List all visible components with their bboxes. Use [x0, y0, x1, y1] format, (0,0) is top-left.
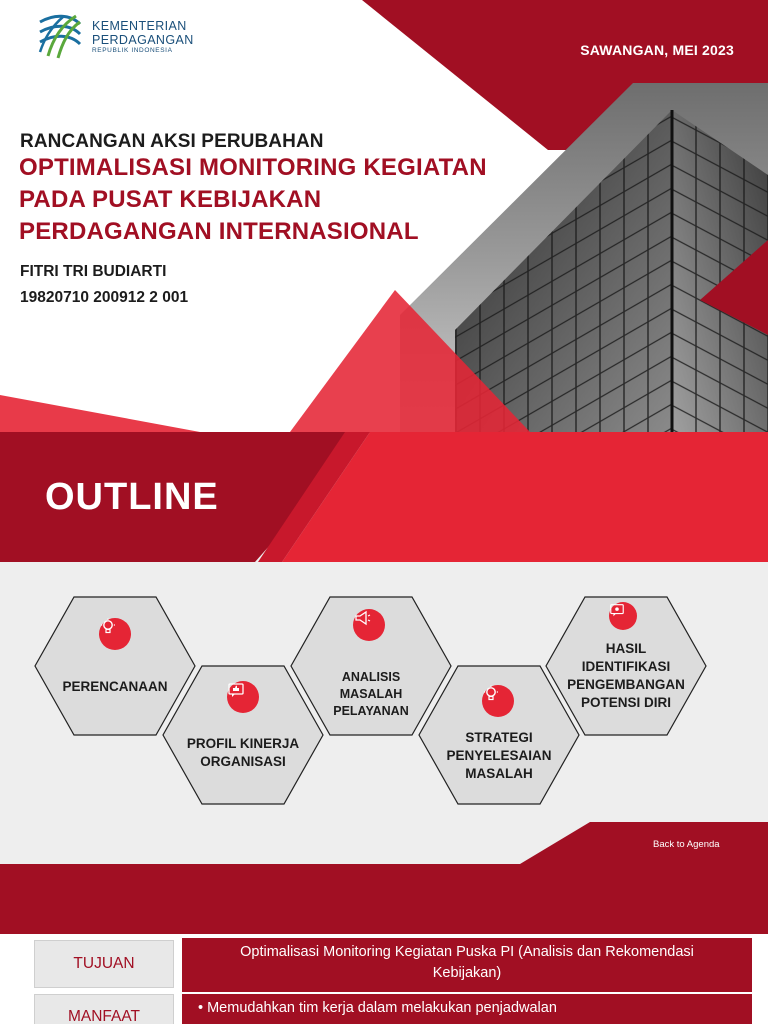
- outline-item-text: HASIL: [605, 641, 647, 656]
- outline-title: OUTLINE: [45, 476, 219, 518]
- manfaat-value-line: • Memudahkan tim kerja dalam melakukan penjadwalan: [198, 1000, 557, 1016]
- outline-item-text: MASALAH: [339, 687, 403, 701]
- logo-line-1: KEMENTERIAN: [92, 19, 187, 33]
- logo-wordmark: [92, 20, 194, 55]
- manfaat-value: [182, 994, 752, 1024]
- tujuan-value-line: Optimalisasi Monitoring Kegiatan Puska PI (Analisis dan Rekomendasi: [240, 944, 694, 960]
- lightbulb-icon: [482, 685, 514, 717]
- goals-banner: [0, 864, 768, 934]
- outline-item-text: PROFIL KINERJA: [186, 736, 300, 751]
- cover-title-line: PADA PUSAT KEBIJAKAN: [19, 186, 322, 213]
- outline-item-label: [418, 729, 580, 783]
- cover-title-line: OPTIMALISASI MONITORING KEGIATAN: [19, 154, 487, 181]
- outline-item-text: PERENCANAAN: [62, 679, 168, 694]
- author-block: [20, 259, 188, 311]
- logo-line-2: PERDAGANGAN: [92, 32, 194, 47]
- outline-item-text: PENYELESAIAN: [446, 748, 552, 763]
- outline-item-text: STRATEGI: [465, 730, 533, 745]
- outline-item-text: PELAYANAN: [333, 704, 409, 718]
- cover-kicker: RANCANGAN AKSI PERUBAHAN: [20, 131, 324, 152]
- tujuan-value-line: Kebijakan): [432, 965, 502, 981]
- outline-item-text: PENGEMBANGAN: [567, 677, 685, 692]
- author-name: FITRI TRI BUDIARTI: [20, 263, 167, 280]
- author-id: 19820710 200912 2 001: [20, 289, 189, 306]
- outline-item-label: [162, 735, 324, 771]
- presentation-date: SAWANGAN, MEI 2023: [580, 42, 734, 58]
- outline-item-text: ORGANISASI: [200, 754, 286, 769]
- lightbulb-icon: [99, 618, 131, 650]
- chat-bubble-icon: [609, 602, 637, 630]
- outline-slide: [0, 432, 768, 864]
- thumbs-up-chat-icon: [227, 681, 259, 713]
- cover-title-line: PERDAGANGAN INTERNASIONAL: [19, 218, 419, 245]
- goals-slide: [0, 864, 768, 1024]
- outline-item-label: [545, 640, 707, 712]
- outline-footer-shape: [520, 822, 768, 864]
- logo-emblem-icon: [36, 12, 84, 60]
- outline-item-text: POTENSI DIRI: [580, 695, 671, 710]
- cover-title: [19, 152, 549, 248]
- outline-item-text: IDENTIFIKASI: [581, 659, 671, 674]
- logo-line-3: REPUBLIK INDONESIA: [92, 47, 173, 54]
- cover-slide: [0, 0, 768, 432]
- ministry-logo: [36, 12, 206, 60]
- outline-item-text: MASALAH: [465, 766, 533, 781]
- outline-item-text: ANALISIS: [341, 670, 401, 684]
- outline-item-hasil-identifikasi[interactable]: [545, 596, 707, 736]
- manfaat-label: MANFAAT: [34, 994, 174, 1024]
- back-to-agenda-link[interactable]: Back to Agenda: [653, 839, 720, 850]
- tujuan-value: [182, 938, 752, 992]
- megaphone-icon: [353, 609, 385, 641]
- tujuan-label: TUJUAN: [34, 940, 174, 988]
